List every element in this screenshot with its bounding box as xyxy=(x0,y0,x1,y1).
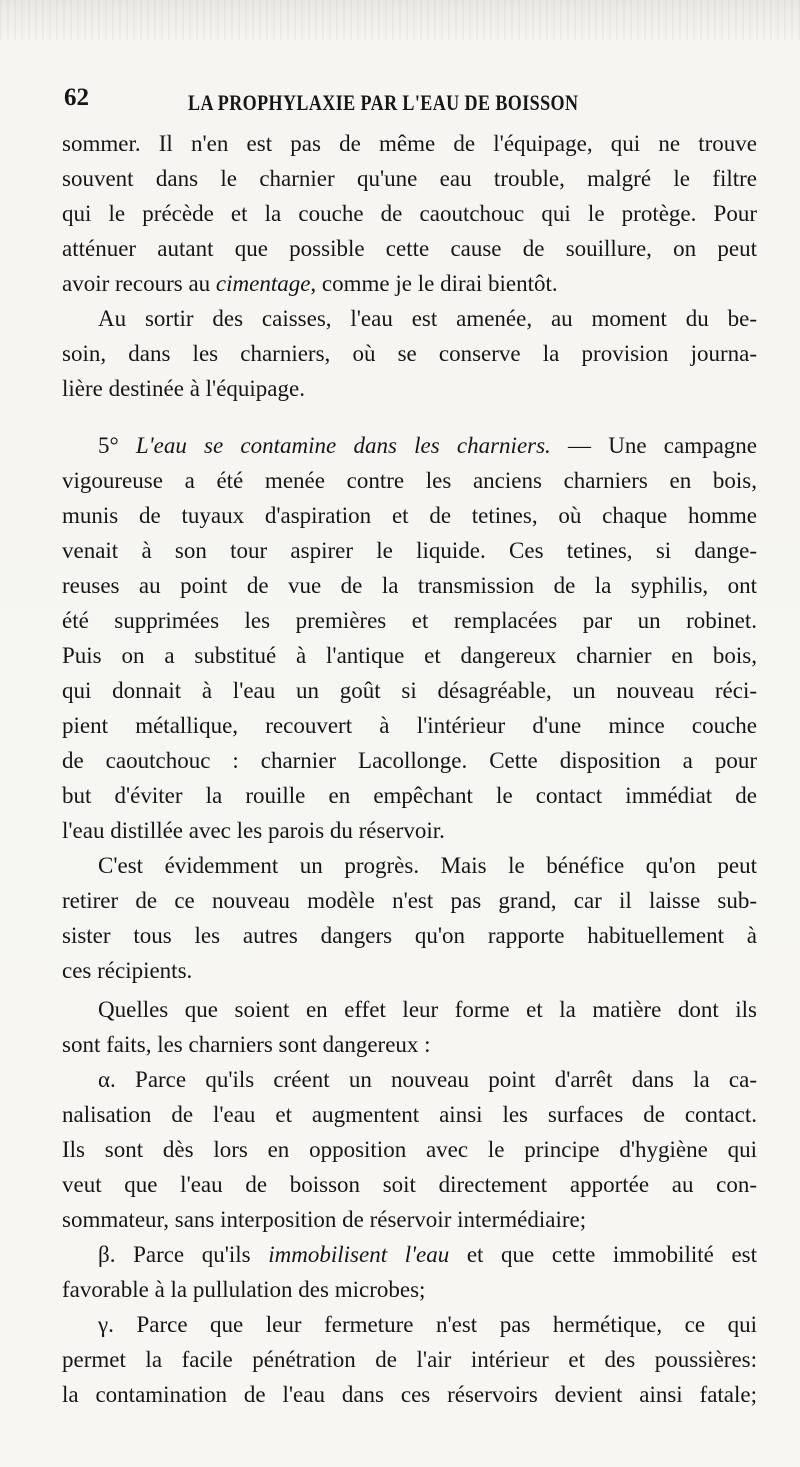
text-line: nalisation de l'eau et augmentent ainsi les surfaces de contact. xyxy=(62,1102,757,1127)
text-line: soin, dans les charniers, où se conserve la provision journa- xyxy=(62,341,757,366)
text-line: Ils sont dès lors en opposition avec le principe d'hygiène qui xyxy=(62,1137,757,1162)
text-line: ces récipients. xyxy=(62,958,193,983)
text-line: Quelles que soient en effet leur forme et la matière dont ils xyxy=(98,997,757,1022)
text-line: sommer. Il n'en est pas de même de l'équipage, qui ne trouve xyxy=(62,131,757,156)
italic-term: cimentage xyxy=(215,271,311,296)
list-item-beta xyxy=(62,1237,757,1272)
text-line: but d'éviter la rouille en empêchant le contact immédiat de xyxy=(62,783,757,808)
running-title: LA PROPHYLAXIE PAR L'EAU DE BOISSON xyxy=(188,90,579,115)
text-run: — Une campagne xyxy=(550,433,757,458)
text-line: pient métallique, recouvert à l'intérieur d'une mince couche xyxy=(62,713,757,738)
text-line: retirer de ce nouveau modèle n'est pas grand, car il laisse sub- xyxy=(62,888,757,913)
text-line: qui le précède et la couche de caoutchouc qui le protège. Pour xyxy=(62,201,757,226)
text-line: reuses au point de vue de la transmission de la syphilis, ont xyxy=(62,573,757,598)
text-line: venait à son tour aspirer le liquide. Ces tetines, si dange- xyxy=(62,538,757,563)
list-item-gamma: γ. Parce que leur fermeture n'est pas hermétique, ce qui xyxy=(98,1312,757,1337)
text-line: favorable à la pullulation des microbes; xyxy=(62,1277,426,1302)
page-header xyxy=(64,84,744,124)
text-line: Puis on a substitué à l'antique et dangereux charnier en bois, xyxy=(62,643,757,668)
text-line: veut que l'eau de boisson soit directement apportée au con- xyxy=(62,1172,757,1197)
text-run: 5° xyxy=(98,433,136,458)
text-line: souvent dans le charnier qu'une eau trouble, malgré le filtre xyxy=(62,166,757,191)
text-run: β. Parce qu'ils xyxy=(98,1242,269,1267)
page-top-edge xyxy=(0,0,800,40)
body-text xyxy=(62,126,757,1412)
text-line: vigoureuse a été menée contre les anciens charniers en bois, xyxy=(62,468,757,493)
text-line: Au sortir des caisses, l'eau est amenée, au moment du be- xyxy=(98,306,757,331)
text-line: atténuer autant que possible cette cause de souillure, on peut xyxy=(62,236,757,261)
section-heading: L'eau se contamine dans les charniers. xyxy=(135,433,551,458)
italic-term: immobilisent l'eau xyxy=(268,1242,450,1267)
text-line: qui donnait à l'eau un goût si désagréable, un nouveau réci- xyxy=(62,678,757,703)
text-line: C'est évidemment un progrès. Mais le bénéfice qu'on peut xyxy=(98,853,757,878)
text-run: avoir recours au xyxy=(62,271,216,296)
text-run: et que cette immobilité est xyxy=(449,1242,757,1267)
text-line: sister tous les autres dangers qu'on rapporte habituellement à xyxy=(62,923,757,948)
text-line: munis de tuyaux d'aspiration et de tetines, où chaque homme xyxy=(62,503,757,528)
text-line: de caoutchouc : charnier Lacollonge. Cette disposition a pour xyxy=(62,748,757,773)
list-item-alpha: α. Parce qu'ils créent un nouveau point d'arrêt dans la ca- xyxy=(98,1067,757,1092)
section-heading-line xyxy=(62,428,757,463)
text-line: l'eau distillée avec les parois du réservoir. xyxy=(62,818,445,843)
text-line: sont faits, les charniers sont dangereux : xyxy=(62,1032,431,1057)
page-number: 62 xyxy=(64,84,89,111)
text-line: été supprimées les premières et remplacées par un robinet. xyxy=(62,608,757,633)
text-line xyxy=(62,266,757,301)
text-line: permet la facile pénétration de l'air intérieur et des poussières: xyxy=(62,1347,757,1372)
text-run: , comme je le dirai bientôt. xyxy=(310,271,558,296)
text-line: la contamination de l'eau dans ces réservoirs devient ainsi fatale; xyxy=(62,1382,757,1407)
text-line: sommateur, sans interposition de réservoir intermédiaire; xyxy=(62,1207,587,1232)
text-line: lière destinée à l'équipage. xyxy=(62,376,305,401)
section-gap xyxy=(62,406,757,428)
